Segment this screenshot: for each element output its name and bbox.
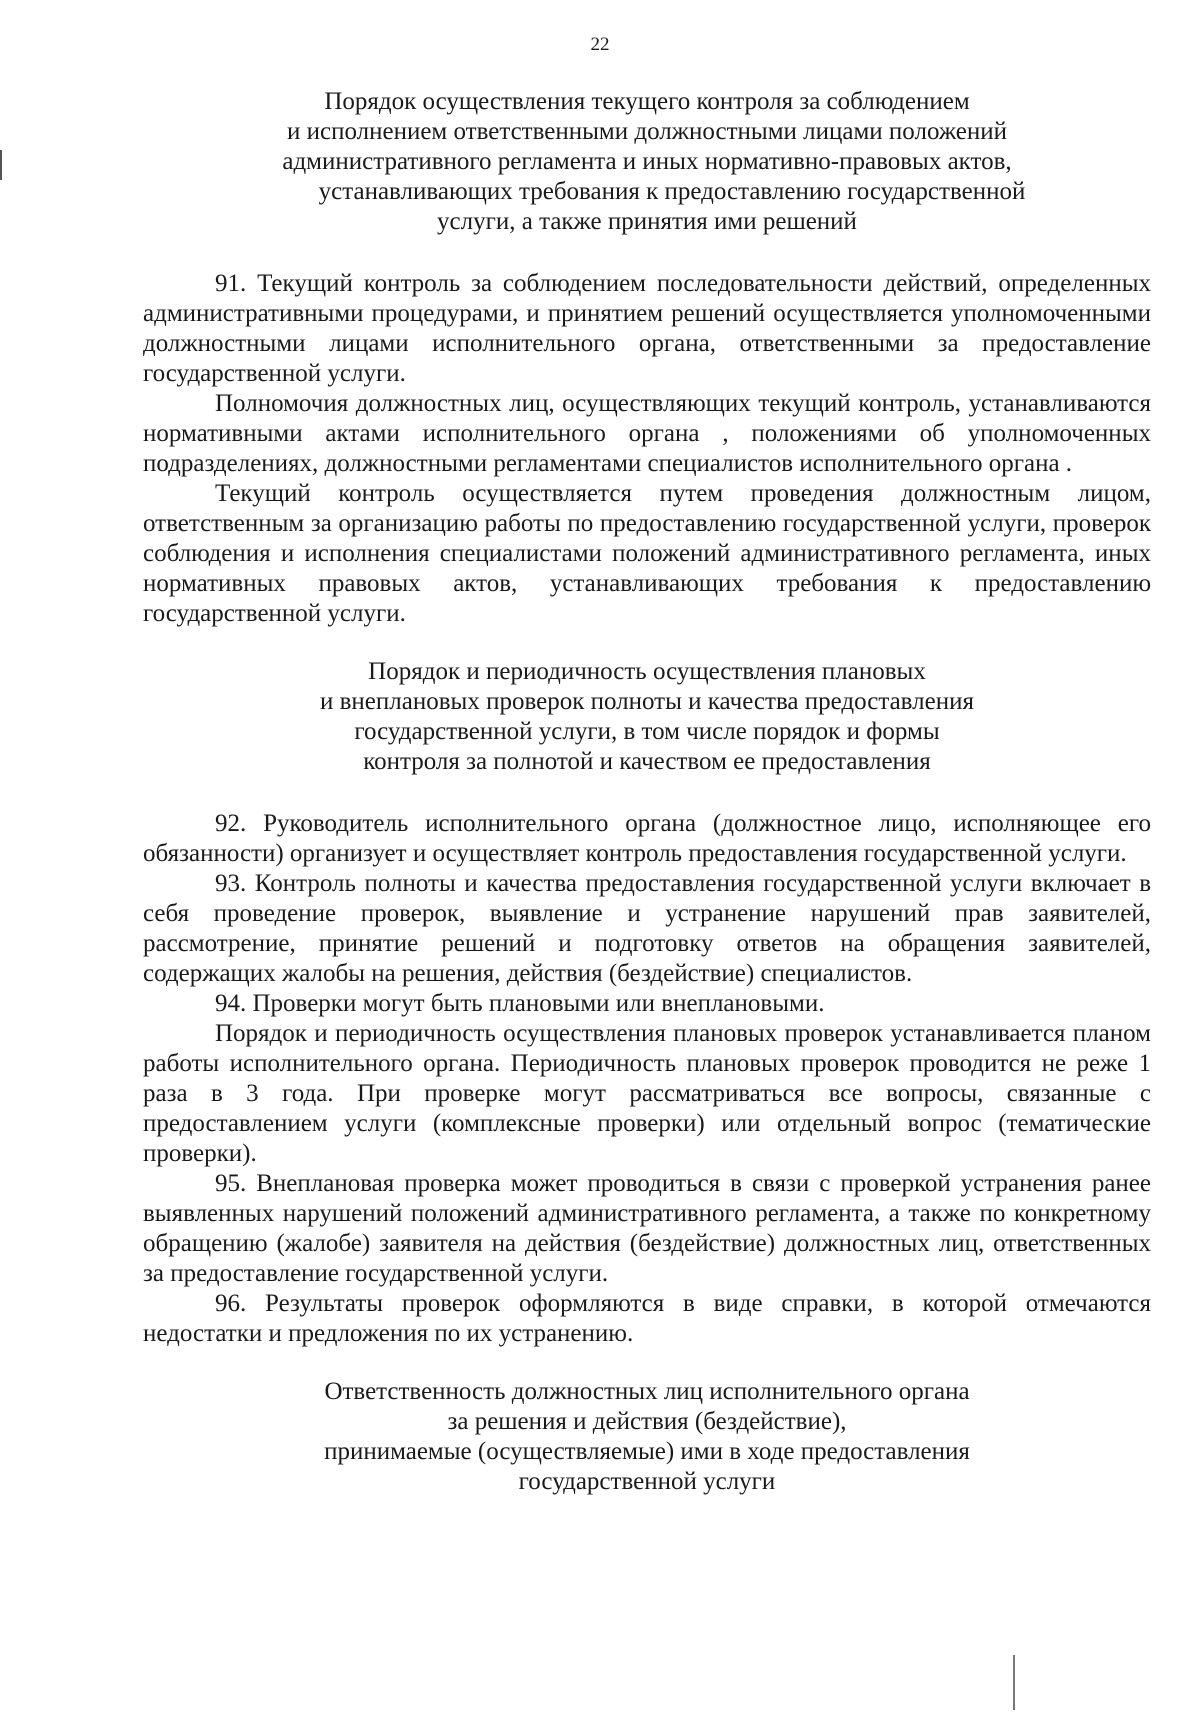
heading-line: и внеплановых проверок полноты и качества предоставления	[319, 688, 974, 715]
heading-line: Порядок и периодичность осуществления плановых	[368, 658, 926, 685]
paragraph-93: 93. Контроль полноты и качества предоставления государственной услуги включает в себя проведение проверок, выявление и устранение нарушений прав заявителей, рассмотрение, принятие решений и подготовку ответов на обращения заявителей, содержащих жалобы на решения, действия (бездействие) специалистов.	[143, 870, 1151, 987]
paragraph-96: 96. Результаты проверок оформляются в виде справки, в которой отмечаются недостатки и предложения по их устранению.	[143, 1290, 1151, 1347]
page-number: 22	[590, 34, 610, 55]
heading-line: и исполнением ответственными должностными лицами положений	[286, 118, 1008, 145]
heading-line: административного регламента и иных нормативно-правовых актов,	[282, 148, 1012, 175]
scan-margin-mark	[1013, 1655, 1015, 1710]
paragraph-current-control: Текущий контроль осуществляется путем проведения должностным лицом, ответственным за организацию работы по предоставлению государственной услуги, проверок соблюдения и исполнения специалистами положений административного регламента, иных нормативных правовых актов, устанавливающих требования к предоставлению государственной услуги.	[143, 480, 1151, 627]
heading-line: государственной услуги	[518, 1468, 776, 1495]
heading-line: Ответственность должностных лиц исполнительного органа	[324, 1378, 970, 1405]
section-heading-current-control	[143, 87, 1151, 237]
paragraph-authority: Полномочия должностных лиц, осуществляющих текущий контроль, устанавливаются нормативными актами исполнительного органа , положениями об уполномоченных подразделениях, должностными регламентами специалистов исполнительного органа .	[143, 390, 1151, 477]
heading-line: государственной услуги, в том числе порядок и формы	[354, 718, 940, 745]
paragraph-91: 91. Текущий контроль за соблюдением последовательности действий, определенных административными процедурами, и принятием решений осуществляется уполномоченными должностными лицами исполнительного органа, ответственными за предоставление государственной услуги.	[143, 270, 1151, 387]
scan-margin-mark	[0, 150, 2, 180]
heading-line: контроля за полнотой и качеством ее предоставления	[363, 748, 931, 775]
section-heading-inspections	[143, 657, 1151, 777]
heading-line: за решения и действия (бездействие),	[447, 1408, 847, 1435]
document-body	[143, 87, 1151, 1497]
paragraph-planned-inspections: Порядок и периодичность осуществления плановых проверок устанавливается планом работы исполнительного органа. Периодичность плановых проверок проводится не реже 1 раза в 3 года. При проверке могут рассматриваться все вопросы, связанные с предоставлением услуги (комплексные проверки) или отдельный вопрос (тематические проверки).	[143, 1020, 1151, 1167]
heading-line: принимаемые (осуществляемые) ими в ходе предоставления	[324, 1438, 970, 1465]
heading-line: услуги, а также принятия ими решений	[437, 208, 857, 235]
section-heading-responsibility	[143, 1377, 1151, 1497]
heading-line: устанавливающих требования к предоставлению государственной	[318, 178, 1026, 205]
paragraph-94: 94. Проверки могут быть плановыми или внеплановыми.	[215, 990, 825, 1017]
paragraph-95: 95. Внеплановая проверка может проводиться в связи с проверкой устранения ранее выявленных нарушений положений административного регламента, а также по конкретному обращению (жалобе) заявителя на действия (бездействие) должностных лиц, ответственных за предоставление государственной услуги.	[143, 1170, 1151, 1287]
paragraph-92: 92. Руководитель исполнительного органа (должностное лицо, исполняющее его обязанности) организует и осуществляет контроль предоставления государственной услуги.	[143, 810, 1151, 867]
heading-line: Порядок осуществления текущего контроля за соблюдением	[324, 88, 970, 115]
